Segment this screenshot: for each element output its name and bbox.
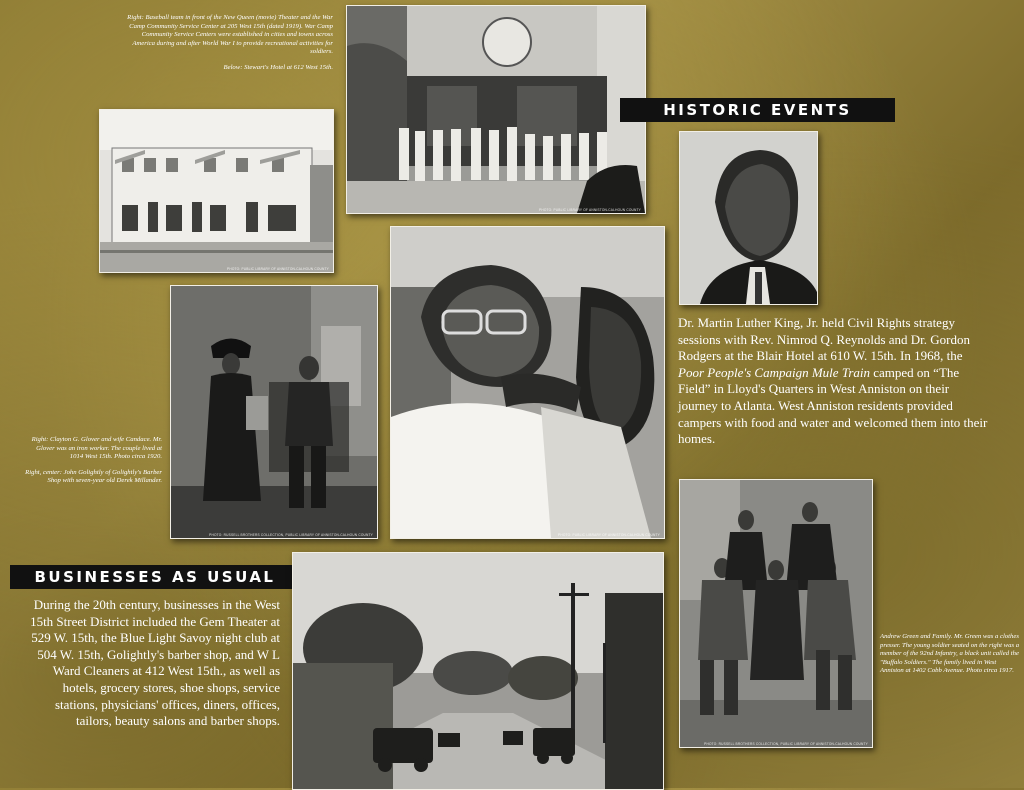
caption-golightly: Right, center: John Golightly of Golightly's Barber Shop with seven-year old Derek Millander.: [25, 468, 162, 484]
historic-body-italic: Poor People's Campaign Mule Train: [678, 364, 870, 380]
photo-barber-shop: [390, 226, 665, 539]
caption-glover-golightly: [25, 436, 162, 493]
photo-baseball-team: [346, 5, 646, 214]
photo-green-family: [679, 479, 873, 748]
photo-stewarts-hotel: [99, 109, 334, 273]
caption-green-family: Andrew Green and Family. Mr. Green was a clothes presser. The young soldier seated on the right was a member of the 92nd Infantry, a black unit called the "Buffalo Soldiers." The family lived in West Anniston at 1402 Cobb Avenue. Photo circa 1917.: [880, 633, 1020, 674]
credit-green: PHOTO: RUSSELL BROTHERS COLLECTION, PUBLIC LIBRARY OF ANNISTON-CALHOUN COUNTY: [704, 742, 868, 746]
historic-events-banner: [620, 98, 895, 122]
historic-events-title: HISTORIC EVENTS: [663, 101, 852, 119]
caption-hotel: Below: Stewart's Hotel at 612 West 15th.: [223, 63, 333, 71]
historic-body-part2: camped on “The Field” in Lloyd's Quarters in West Anniston on their journey to Atlanta. West Anniston residents provided campers with food and water and welcomed them into their homes.: [678, 364, 988, 447]
businesses-title: BUSINESSES AS USUAL: [34, 568, 276, 586]
historic-events-body: [678, 315, 990, 448]
caption-baseball: Right: Baseball team in front of the New Queen (movie) Theater and the War Camp Community Service Center at 205 West 15th (dated 1919). War Camp Community Service Centers were established in cities and towns across America during and after World War I to provide recreational activities for soldiers.: [127, 14, 333, 55]
caption-glover: Right: Clayton G. Glover and wife Candace. Mr. Glover was an iron worker. The couple lived at 1014 West 15th. Photo circa 1920.: [31, 436, 162, 460]
credit-barber: PHOTO: PUBLIC LIBRARY OF ANNISTON-CALHOUN COUNTY: [558, 533, 660, 537]
businesses-banner: [10, 565, 300, 589]
photo-glover-couple: [170, 285, 378, 539]
photo-mlk-portrait: [679, 131, 818, 305]
credit-hotel: PHOTO: PUBLIC LIBRARY OF ANNISTON-CALHOUN COUNTY: [227, 267, 329, 271]
historic-body-part1: Dr. Martin Luther King, Jr. held Civil Rights strategy sessions with Rev. Nimrod Q. Reynolds and Dr. Gordon Rodgers at the Blair Hotel at 610 W. 15th. In 1968, the: [678, 315, 971, 364]
caption-baseball-hotel: [118, 14, 333, 79]
credit-baseball: PHOTO: PUBLIC LIBRARY OF ANNISTON-CALHOUN COUNTY: [539, 208, 641, 212]
businesses-body: During the 20th century, businesses in the West 15th Street District included the Gem Theater at 529 W. 15th, the Blue Light Savoy night club at 504 W. 15th, Golightly's barber shop, and W L Ward Cleaners at 412 West 15th., as well as hotels, grocery stores, shoe shops, service stations, physicians' offices, diners, offices, tailors, beauty salons and barber shops.: [30, 597, 280, 729]
photo-street-scene: [292, 552, 664, 790]
credit-glover: PHOTO: RUSSELL BROTHERS COLLECTION, PUBLIC LIBRARY OF ANNISTON-CALHOUN COUNTY: [209, 533, 373, 537]
